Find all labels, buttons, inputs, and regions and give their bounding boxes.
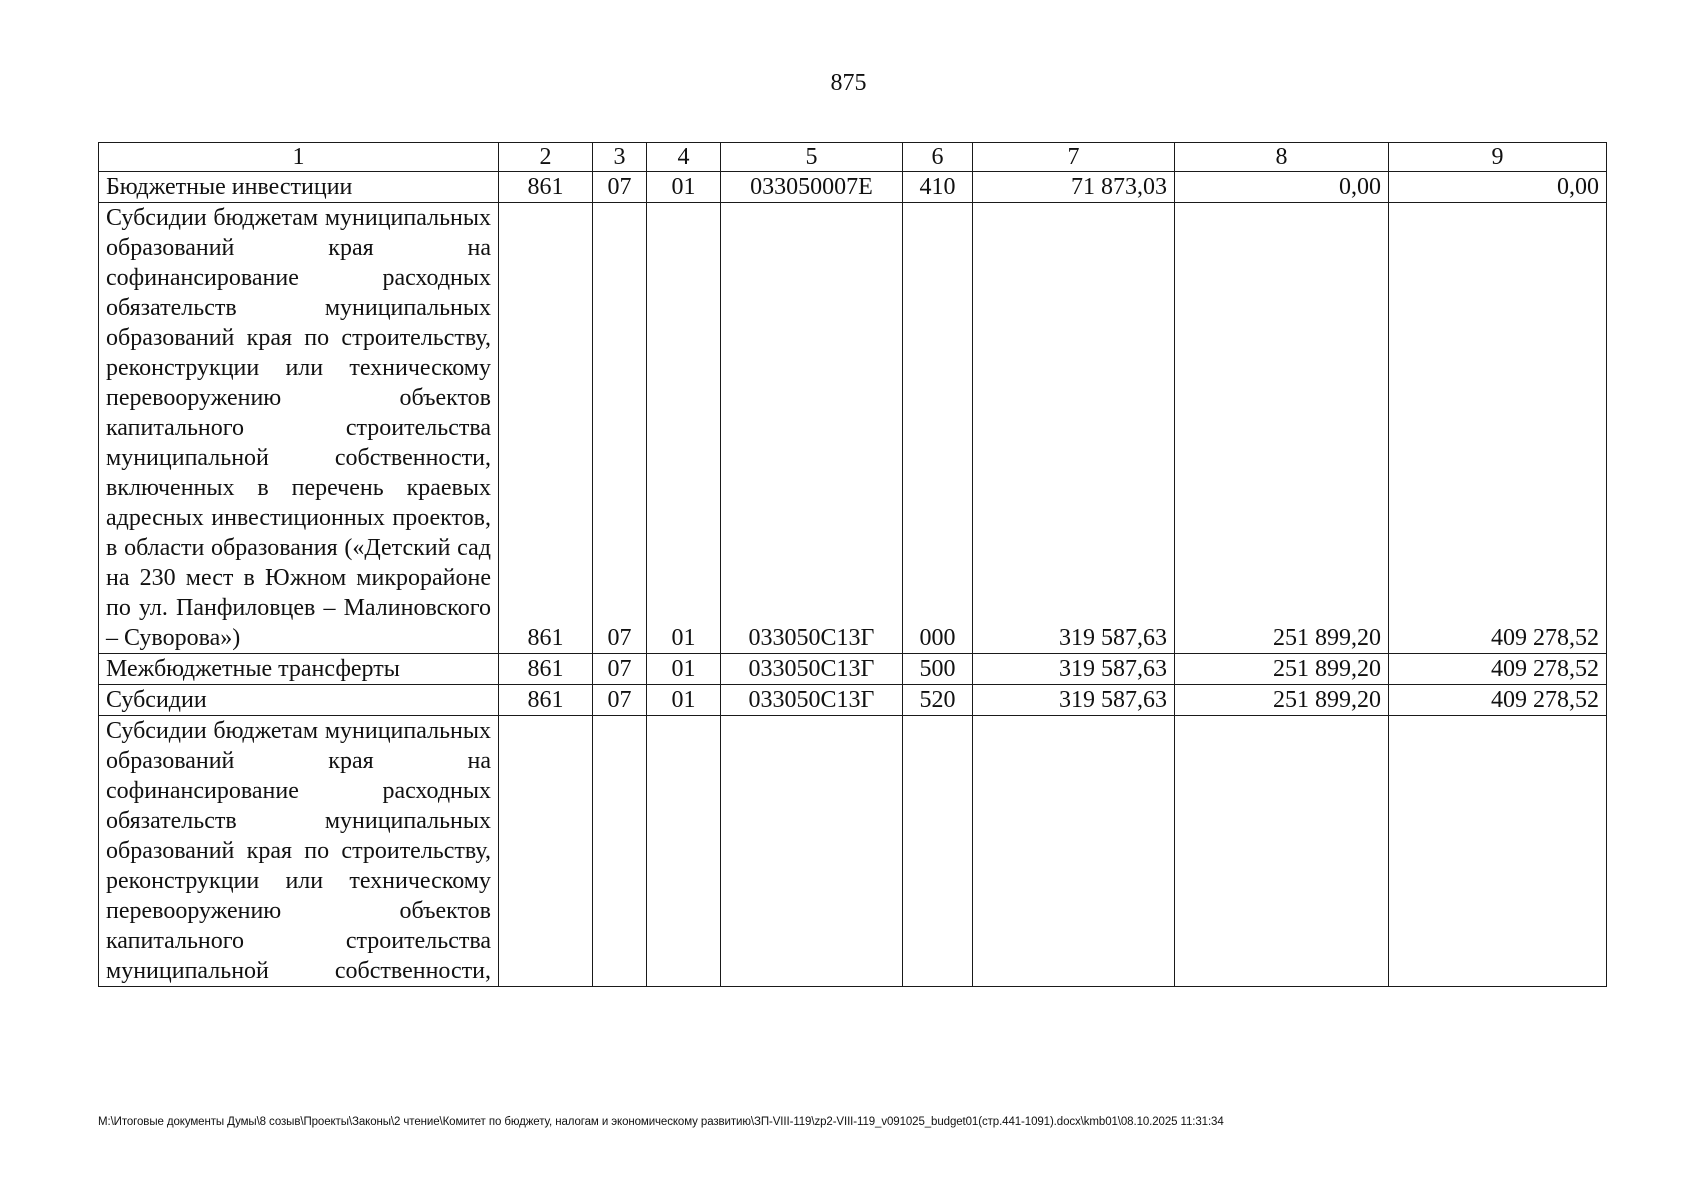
row-target-code: 033050С13Г [721,203,903,654]
row-amount-7: 319 587,63 [973,654,1175,685]
budget-table [98,142,1607,987]
column-header-9: 9 [1389,143,1607,172]
row-expense-type-code: 000 [903,203,973,654]
table-row [99,685,1607,716]
column-header-7: 7 [973,143,1175,172]
row-subsection-code: 01 [647,654,721,685]
row-ministry-code: 861 [499,654,593,685]
row-subsection-code: 01 [647,685,721,716]
row-amount-8: 251 899,20 [1175,685,1389,716]
row-amount-9 [1389,716,1607,987]
row-section-code [593,716,647,987]
row-target-code: 033050С13Г [721,685,903,716]
row-subsection-code [647,716,721,987]
row-section-code: 07 [593,685,647,716]
row-amount-8: 251 899,20 [1175,654,1389,685]
table-row [99,172,1607,203]
row-amount-8 [1175,716,1389,987]
row-subsection-code: 01 [647,203,721,654]
row-amount-8: 0,00 [1175,172,1389,203]
row-name: Субсидии бюджетам муниципальных образований края на софинансирование расходных обязательств муниципальных образований края по строительству, реконструкции или техническому перевооружению объектов капитального строительства муниципальной собственности, [99,716,499,987]
column-header-1: 1 [99,143,499,172]
row-expense-type-code: 410 [903,172,973,203]
column-header-5: 5 [721,143,903,172]
document-file-path: M:\Итоговые документы Думы\8 созыв\Проекты\Законы\2 чтение\Комитет по бюджету, налогам и экономическому развитию\ЗП-VIII-119\zp2-VIII-119_v091025_budget01(стр.441-1091).docx\kmb01\08.10.2025 11:31:34 [98,1116,1224,1128]
row-amount-7: 319 587,63 [973,203,1175,654]
row-section-code: 07 [593,172,647,203]
row-section-code: 07 [593,654,647,685]
row-subsection-code: 01 [647,172,721,203]
row-amount-8: 251 899,20 [1175,203,1389,654]
row-expense-type-code [903,716,973,987]
row-ministry-code: 861 [499,172,593,203]
column-number-row [99,143,1607,172]
table-row-continued [99,716,1607,987]
row-ministry-code: 861 [499,685,593,716]
page-number: 875 [830,70,867,96]
row-amount-9: 0,00 [1389,172,1607,203]
column-header-2: 2 [499,143,593,172]
column-header-8: 8 [1175,143,1389,172]
row-name: Межбюджетные трансферты [99,654,499,685]
column-header-3: 3 [593,143,647,172]
row-target-code: 033050007Е [721,172,903,203]
row-amount-9: 409 278,52 [1389,654,1607,685]
row-ministry-code: 861 [499,203,593,654]
row-amount-7 [973,716,1175,987]
row-target-code: 033050С13Г [721,654,903,685]
row-name: Субсидии [99,685,499,716]
row-amount-7: 71 873,03 [973,172,1175,203]
row-amount-9: 409 278,52 [1389,203,1607,654]
row-name: Субсидии бюджетам муниципальных образований края на софинансирование расходных обязательств муниципальных образований края по строительству, реконструкции или техническому перевооружению объектов капитального строительства муниципальной собственности, включенных в перечень краевых адресных инвестиционных проектов, в области образования («Детский сад на 230 мест в Южном микрорайоне по ул. Панфиловцев – Малиновского – Суворова») [99,203,499,654]
row-expense-type-code: 520 [903,685,973,716]
row-amount-7: 319 587,63 [973,685,1175,716]
row-section-code: 07 [593,203,647,654]
row-ministry-code [499,716,593,987]
row-expense-type-code: 500 [903,654,973,685]
row-amount-9: 409 278,52 [1389,685,1607,716]
column-header-6: 6 [903,143,973,172]
row-name: Бюджетные инвестиции [99,172,499,203]
row-target-code [721,716,903,987]
table-row [99,203,1607,654]
column-header-4: 4 [647,143,721,172]
table-row [99,654,1607,685]
